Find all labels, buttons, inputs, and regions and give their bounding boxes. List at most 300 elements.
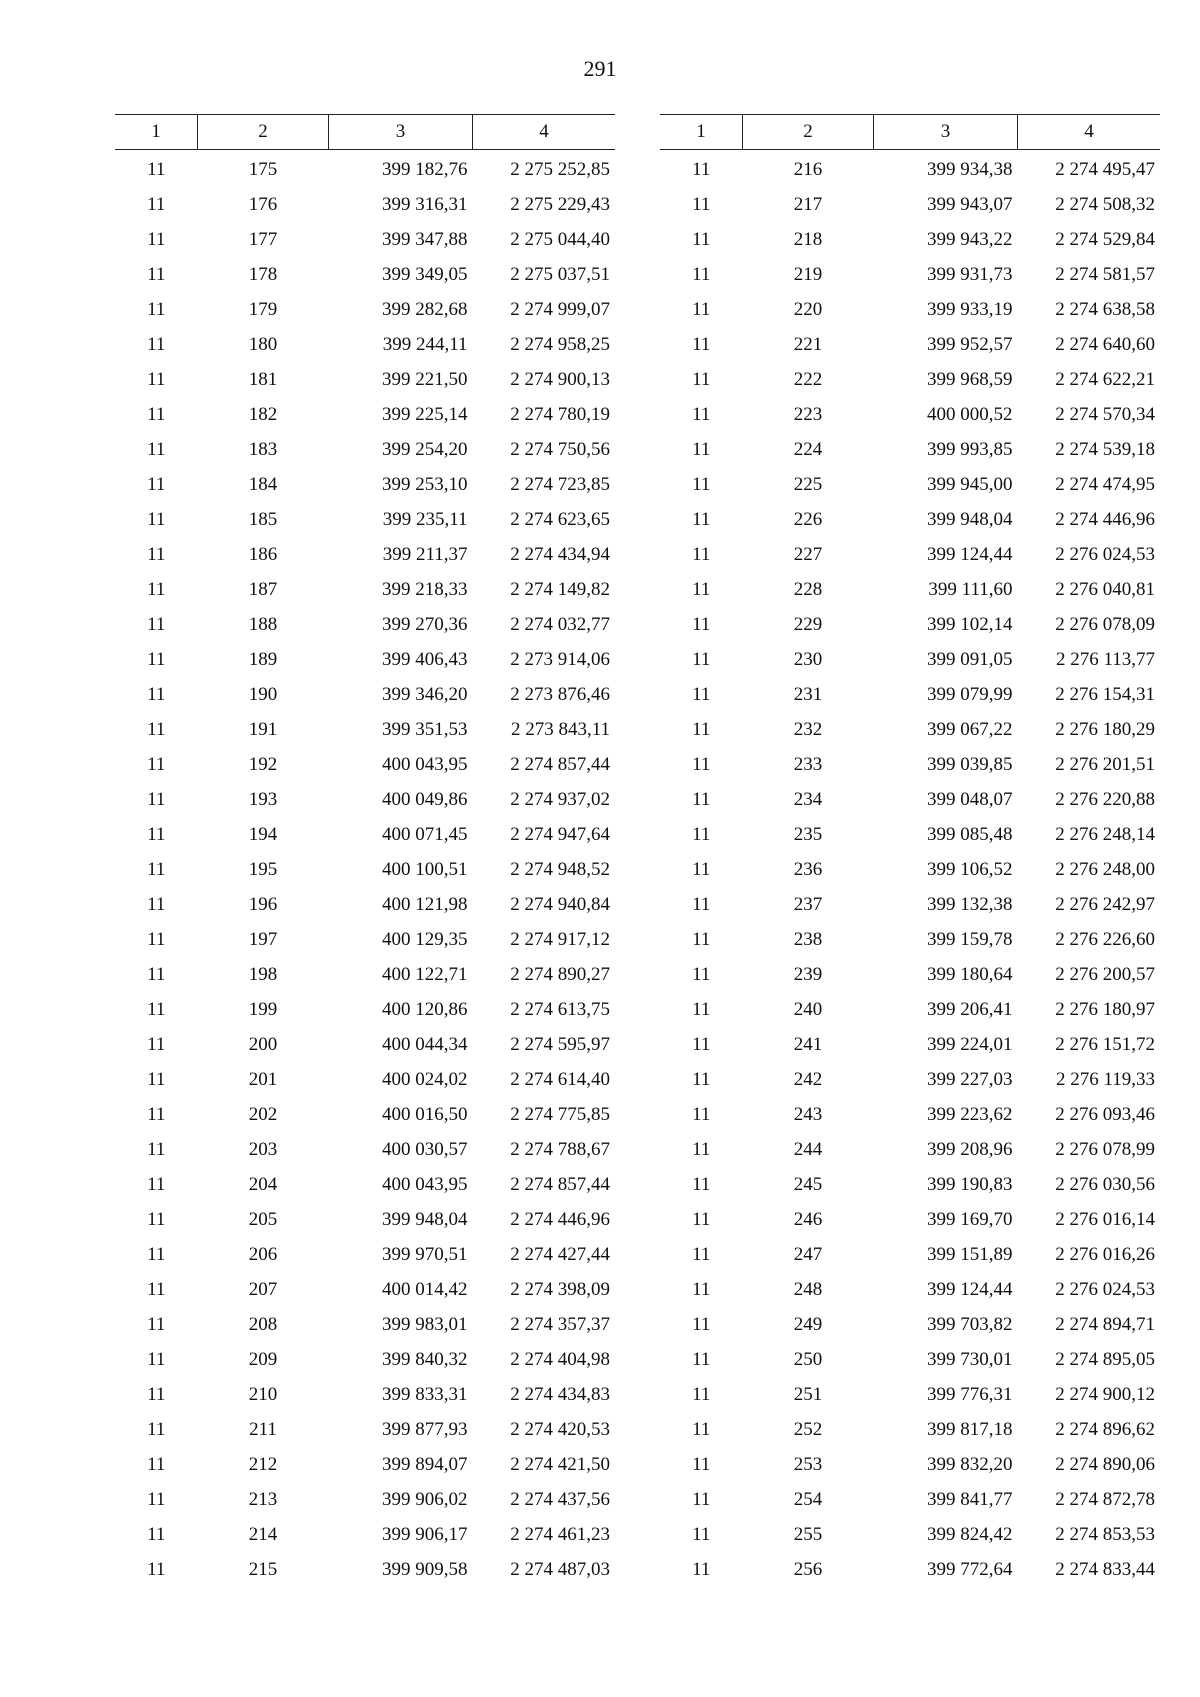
zone-cell: 11 bbox=[147, 298, 166, 320]
x-coordinate-cell: 399 909,58 bbox=[382, 1558, 468, 1580]
x-coordinate-cell: 399 703,82 bbox=[927, 1313, 1013, 1335]
x-coordinate-cell: 399 351,53 bbox=[382, 718, 468, 740]
table-row bbox=[660, 677, 1160, 712]
column-header-4: 4 bbox=[473, 115, 616, 150]
y-coordinate-cell: 2 276 113,77 bbox=[1055, 648, 1155, 670]
point-number-cell: 230 bbox=[793, 648, 823, 670]
x-coordinate-cell: 399 208,96 bbox=[927, 1138, 1013, 1160]
y-coordinate-cell: 2 276 242,97 bbox=[1055, 893, 1155, 915]
y-coordinate-cell: 2 276 248,00 bbox=[1055, 858, 1155, 880]
table-row bbox=[115, 327, 615, 362]
point-number-cell: 202 bbox=[248, 1103, 278, 1125]
zone-cell: 11 bbox=[692, 228, 711, 250]
x-coordinate-cell: 399 223,62 bbox=[927, 1103, 1013, 1125]
zone-cell: 11 bbox=[147, 1558, 166, 1580]
y-coordinate-cell: 2 274 474,95 bbox=[1055, 473, 1155, 495]
table-row bbox=[115, 362, 615, 397]
point-number-cell: 178 bbox=[248, 263, 278, 285]
table-row bbox=[115, 1027, 615, 1062]
x-coordinate-cell: 399 085,48 bbox=[927, 823, 1013, 845]
zone-cell: 11 bbox=[147, 683, 166, 705]
zone-cell: 11 bbox=[692, 1033, 711, 1055]
y-coordinate-cell: 2 276 078,99 bbox=[1055, 1138, 1155, 1160]
table-row bbox=[115, 537, 615, 572]
zone-cell: 11 bbox=[147, 1208, 166, 1230]
x-coordinate-cell: 399 124,44 bbox=[927, 543, 1013, 565]
zone-cell: 11 bbox=[147, 438, 166, 460]
x-coordinate-cell: 399 983,01 bbox=[382, 1313, 468, 1335]
x-coordinate-cell: 399 224,01 bbox=[927, 1033, 1013, 1055]
y-coordinate-cell: 2 276 154,31 bbox=[1055, 683, 1155, 705]
x-coordinate-cell: 399 111,60 bbox=[928, 578, 1013, 600]
y-coordinate-cell: 2 274 495,47 bbox=[1055, 158, 1155, 180]
y-coordinate-cell: 2 274 750,56 bbox=[510, 438, 610, 460]
zone-cell: 11 bbox=[692, 893, 711, 915]
y-coordinate-cell: 2 274 149,82 bbox=[510, 578, 610, 600]
point-number-cell: 240 bbox=[793, 998, 823, 1020]
zone-cell: 11 bbox=[147, 963, 166, 985]
y-coordinate-cell: 2 276 180,97 bbox=[1055, 998, 1155, 1020]
point-number-cell: 246 bbox=[793, 1208, 823, 1230]
x-coordinate-cell: 399 877,93 bbox=[382, 1418, 468, 1440]
zone-cell: 11 bbox=[147, 263, 166, 285]
y-coordinate-cell: 2 274 895,05 bbox=[1055, 1348, 1155, 1370]
table-row bbox=[660, 1062, 1160, 1097]
table-row bbox=[660, 432, 1160, 467]
x-coordinate-cell: 399 817,18 bbox=[927, 1418, 1013, 1440]
point-number-cell: 252 bbox=[793, 1418, 823, 1440]
point-number-cell: 238 bbox=[793, 928, 823, 950]
point-number-cell: 219 bbox=[793, 263, 823, 285]
table-row bbox=[660, 150, 1160, 188]
point-number-cell: 231 bbox=[793, 683, 823, 705]
zone-cell: 11 bbox=[147, 1103, 166, 1125]
y-coordinate-cell: 2 274 614,40 bbox=[510, 1068, 610, 1090]
y-coordinate-cell: 2 276 226,60 bbox=[1055, 928, 1155, 950]
table-row bbox=[660, 817, 1160, 852]
table-row bbox=[115, 1132, 615, 1167]
zone-cell: 11 bbox=[692, 1313, 711, 1335]
table-row bbox=[115, 817, 615, 852]
x-coordinate-cell: 399 106,52 bbox=[927, 858, 1013, 880]
x-coordinate-cell: 399 346,20 bbox=[382, 683, 468, 705]
point-number-cell: 197 bbox=[248, 928, 278, 950]
zone-cell: 11 bbox=[692, 368, 711, 390]
zone-cell: 11 bbox=[147, 613, 166, 635]
y-coordinate-cell: 2 274 446,96 bbox=[510, 1208, 610, 1230]
y-coordinate-cell: 2 276 180,29 bbox=[1055, 718, 1155, 740]
point-number-cell: 228 bbox=[793, 578, 823, 600]
point-number-cell: 225 bbox=[793, 473, 823, 495]
y-coordinate-cell: 2 274 357,37 bbox=[510, 1313, 610, 1335]
table-row bbox=[115, 1097, 615, 1132]
zone-cell: 11 bbox=[692, 683, 711, 705]
zone-cell: 11 bbox=[692, 543, 711, 565]
x-coordinate-cell: 400 043,95 bbox=[382, 753, 468, 775]
zone-cell: 11 bbox=[147, 753, 166, 775]
point-number-cell: 250 bbox=[793, 1348, 823, 1370]
point-number-cell: 249 bbox=[793, 1313, 823, 1335]
y-coordinate-cell: 2 274 529,84 bbox=[1055, 228, 1155, 250]
x-coordinate-cell: 399 182,76 bbox=[382, 158, 468, 180]
column-header-2: 2 bbox=[743, 115, 874, 150]
zone-cell: 11 bbox=[692, 648, 711, 670]
zone-cell: 11 bbox=[147, 893, 166, 915]
point-number-cell: 234 bbox=[793, 788, 823, 810]
column-header-4: 4 bbox=[1018, 115, 1161, 150]
x-coordinate-cell: 399 832,20 bbox=[927, 1453, 1013, 1475]
zone-cell: 11 bbox=[147, 333, 166, 355]
x-coordinate-cell: 399 841,77 bbox=[927, 1488, 1013, 1510]
zone-cell: 11 bbox=[692, 578, 711, 600]
point-number-cell: 175 bbox=[248, 158, 278, 180]
y-coordinate-cell: 2 274 780,19 bbox=[510, 403, 610, 425]
zone-cell: 11 bbox=[147, 1488, 166, 1510]
y-coordinate-cell: 2 275 229,43 bbox=[510, 193, 610, 215]
x-coordinate-cell: 400 122,71 bbox=[382, 963, 468, 985]
table-row bbox=[115, 712, 615, 747]
x-coordinate-cell: 399 993,85 bbox=[927, 438, 1013, 460]
y-coordinate-cell: 2 274 613,75 bbox=[510, 998, 610, 1020]
point-number-cell: 180 bbox=[248, 333, 278, 355]
table-row bbox=[660, 572, 1160, 607]
x-coordinate-cell: 399 833,31 bbox=[382, 1383, 468, 1405]
zone-cell: 11 bbox=[147, 193, 166, 215]
table-row bbox=[660, 362, 1160, 397]
y-coordinate-cell: 2 274 788,67 bbox=[510, 1138, 610, 1160]
table-row bbox=[115, 1342, 615, 1377]
y-coordinate-cell: 2 276 119,33 bbox=[1055, 1068, 1155, 1090]
zone-cell: 11 bbox=[147, 1453, 166, 1475]
zone-cell: 11 bbox=[147, 718, 166, 740]
x-coordinate-cell: 399 253,10 bbox=[382, 473, 468, 495]
y-coordinate-cell: 2 274 461,23 bbox=[510, 1523, 610, 1545]
table-row bbox=[660, 922, 1160, 957]
x-coordinate-cell: 399 943,07 bbox=[927, 193, 1013, 215]
point-number-cell: 204 bbox=[248, 1173, 278, 1195]
zone-cell: 11 bbox=[147, 1138, 166, 1160]
zone-cell: 11 bbox=[147, 1418, 166, 1440]
point-number-cell: 188 bbox=[248, 613, 278, 635]
zone-cell: 11 bbox=[147, 998, 166, 1020]
table-body-right bbox=[660, 150, 1160, 1588]
x-coordinate-cell: 399 225,14 bbox=[382, 403, 468, 425]
x-coordinate-cell: 399 906,02 bbox=[382, 1488, 468, 1510]
table-row bbox=[660, 1167, 1160, 1202]
table-row bbox=[660, 257, 1160, 292]
x-coordinate-cell: 399 934,38 bbox=[927, 158, 1013, 180]
x-coordinate-cell: 399 270,36 bbox=[382, 613, 468, 635]
x-coordinate-cell: 399 079,99 bbox=[927, 683, 1013, 705]
y-coordinate-cell: 2 276 016,26 bbox=[1055, 1243, 1155, 1265]
y-coordinate-cell: 2 276 248,14 bbox=[1055, 823, 1155, 845]
table-row bbox=[115, 1377, 615, 1412]
x-coordinate-cell: 400 044,34 bbox=[382, 1033, 468, 1055]
zone-cell: 11 bbox=[147, 648, 166, 670]
table-row bbox=[115, 397, 615, 432]
zone-cell: 11 bbox=[692, 1068, 711, 1090]
x-coordinate-cell: 399 132,38 bbox=[927, 893, 1013, 915]
x-coordinate-cell: 400 120,86 bbox=[382, 998, 468, 1020]
table-row bbox=[115, 1447, 615, 1482]
y-coordinate-cell: 2 273 914,06 bbox=[510, 648, 610, 670]
column-header-3: 3 bbox=[329, 115, 473, 150]
y-coordinate-cell: 2 274 917,12 bbox=[510, 928, 610, 950]
point-number-cell: 199 bbox=[248, 998, 278, 1020]
y-coordinate-cell: 2 274 623,65 bbox=[510, 508, 610, 530]
table-row bbox=[115, 1202, 615, 1237]
table-row bbox=[115, 1307, 615, 1342]
table-row bbox=[660, 712, 1160, 747]
x-coordinate-cell: 399 772,64 bbox=[927, 1558, 1013, 1580]
x-coordinate-cell: 399 091,05 bbox=[927, 648, 1013, 670]
point-number-cell: 232 bbox=[793, 718, 823, 740]
table-row bbox=[115, 1517, 615, 1552]
zone-cell: 11 bbox=[692, 158, 711, 180]
table-row bbox=[660, 1552, 1160, 1587]
x-coordinate-cell: 400 024,02 bbox=[382, 1068, 468, 1090]
point-number-cell: 184 bbox=[248, 473, 278, 495]
point-number-cell: 207 bbox=[248, 1278, 278, 1300]
zone-cell: 11 bbox=[692, 1523, 711, 1545]
x-coordinate-cell: 399 048,07 bbox=[927, 788, 1013, 810]
y-coordinate-cell: 2 274 638,58 bbox=[1055, 298, 1155, 320]
table-row bbox=[660, 502, 1160, 537]
column-header-2: 2 bbox=[198, 115, 329, 150]
zone-cell: 11 bbox=[692, 403, 711, 425]
point-number-cell: 179 bbox=[248, 298, 278, 320]
x-coordinate-cell: 399 970,51 bbox=[382, 1243, 468, 1265]
table-body-left bbox=[115, 150, 615, 1588]
table-row bbox=[660, 957, 1160, 992]
table-row bbox=[660, 1307, 1160, 1342]
y-coordinate-cell: 2 274 940,84 bbox=[510, 893, 610, 915]
x-coordinate-cell: 399 933,19 bbox=[927, 298, 1013, 320]
y-coordinate-cell: 2 274 398,09 bbox=[510, 1278, 610, 1300]
table-row bbox=[115, 432, 615, 467]
x-coordinate-cell: 399 102,14 bbox=[927, 613, 1013, 635]
x-coordinate-cell: 399 840,32 bbox=[382, 1348, 468, 1370]
x-coordinate-cell: 399 124,44 bbox=[927, 1278, 1013, 1300]
table-row bbox=[660, 1097, 1160, 1132]
point-number-cell: 248 bbox=[793, 1278, 823, 1300]
x-coordinate-cell: 399 039,85 bbox=[927, 753, 1013, 775]
point-number-cell: 241 bbox=[793, 1033, 823, 1055]
table-header-row bbox=[660, 115, 1160, 150]
x-coordinate-cell: 400 000,52 bbox=[927, 403, 1013, 425]
point-number-cell: 222 bbox=[793, 368, 823, 390]
x-coordinate-cell: 399 211,37 bbox=[382, 543, 468, 565]
point-number-cell: 195 bbox=[248, 858, 278, 880]
zone-cell: 11 bbox=[692, 1488, 711, 1510]
zone-cell: 11 bbox=[692, 508, 711, 530]
y-coordinate-cell: 2 274 890,06 bbox=[1055, 1453, 1155, 1475]
zone-cell: 11 bbox=[692, 963, 711, 985]
x-coordinate-cell: 399 943,22 bbox=[927, 228, 1013, 250]
point-number-cell: 200 bbox=[248, 1033, 278, 1055]
point-number-cell: 256 bbox=[793, 1558, 823, 1580]
y-coordinate-cell: 2 274 947,64 bbox=[510, 823, 610, 845]
table-row bbox=[115, 467, 615, 502]
y-coordinate-cell: 2 274 890,27 bbox=[510, 963, 610, 985]
x-coordinate-cell: 399 945,00 bbox=[927, 473, 1013, 495]
point-number-cell: 253 bbox=[793, 1453, 823, 1475]
coordinates-table-left bbox=[115, 114, 615, 1587]
zone-cell: 11 bbox=[692, 1138, 711, 1160]
zone-cell: 11 bbox=[147, 1278, 166, 1300]
x-coordinate-cell: 400 043,95 bbox=[382, 1173, 468, 1195]
table-row bbox=[660, 1482, 1160, 1517]
x-coordinate-cell: 399 218,33 bbox=[382, 578, 468, 600]
x-coordinate-cell: 399 824,42 bbox=[927, 1523, 1013, 1545]
y-coordinate-cell: 2 276 016,14 bbox=[1055, 1208, 1155, 1230]
table-row bbox=[660, 1202, 1160, 1237]
y-coordinate-cell: 2 274 622,21 bbox=[1055, 368, 1155, 390]
x-coordinate-cell: 399 349,05 bbox=[382, 263, 468, 285]
zone-cell: 11 bbox=[147, 473, 166, 495]
point-number-cell: 221 bbox=[793, 333, 823, 355]
zone-cell: 11 bbox=[692, 788, 711, 810]
zone-cell: 11 bbox=[147, 1033, 166, 1055]
x-coordinate-cell: 399 244,11 bbox=[382, 333, 468, 355]
point-number-cell: 242 bbox=[793, 1068, 823, 1090]
point-number-cell: 215 bbox=[248, 1558, 278, 1580]
x-coordinate-cell: 399 968,59 bbox=[927, 368, 1013, 390]
zone-cell: 11 bbox=[692, 858, 711, 880]
table-row bbox=[115, 1272, 615, 1307]
table-row bbox=[660, 642, 1160, 677]
page-number: 291 bbox=[583, 56, 617, 81]
table-row bbox=[660, 467, 1160, 502]
table-row bbox=[660, 992, 1160, 1027]
y-coordinate-cell: 2 274 948,52 bbox=[510, 858, 610, 880]
zone-cell: 11 bbox=[147, 543, 166, 565]
table-row bbox=[660, 1377, 1160, 1412]
x-coordinate-cell: 400 129,35 bbox=[382, 928, 468, 950]
point-number-cell: 187 bbox=[248, 578, 278, 600]
zone-cell: 11 bbox=[692, 613, 711, 635]
zone-cell: 11 bbox=[147, 788, 166, 810]
x-coordinate-cell: 399 151,89 bbox=[927, 1243, 1013, 1265]
y-coordinate-cell: 2 274 595,97 bbox=[510, 1033, 610, 1055]
table-row bbox=[660, 187, 1160, 222]
x-coordinate-cell: 399 206,41 bbox=[927, 998, 1013, 1020]
zone-cell: 11 bbox=[692, 928, 711, 950]
zone-cell: 11 bbox=[692, 333, 711, 355]
zone-cell: 11 bbox=[692, 1103, 711, 1125]
x-coordinate-cell: 399 347,88 bbox=[382, 228, 468, 250]
point-number-cell: 251 bbox=[793, 1383, 823, 1405]
point-number-cell: 210 bbox=[248, 1383, 278, 1405]
y-coordinate-cell: 2 274 420,53 bbox=[510, 1418, 610, 1440]
point-number-cell: 255 bbox=[793, 1523, 823, 1545]
y-coordinate-cell: 2 274 434,83 bbox=[510, 1383, 610, 1405]
zone-cell: 11 bbox=[147, 1348, 166, 1370]
x-coordinate-cell: 400 014,42 bbox=[382, 1278, 468, 1300]
point-number-cell: 247 bbox=[793, 1243, 823, 1265]
point-number-cell: 208 bbox=[248, 1313, 278, 1335]
table-row bbox=[660, 1027, 1160, 1062]
point-number-cell: 235 bbox=[793, 823, 823, 845]
point-number-cell: 224 bbox=[793, 438, 823, 460]
table-row bbox=[660, 1272, 1160, 1307]
point-number-cell: 233 bbox=[793, 753, 823, 775]
table-row bbox=[115, 642, 615, 677]
point-number-cell: 209 bbox=[248, 1348, 278, 1370]
x-coordinate-cell: 399 931,73 bbox=[927, 263, 1013, 285]
table-row bbox=[115, 957, 615, 992]
y-coordinate-cell: 2 274 900,12 bbox=[1055, 1383, 1155, 1405]
point-number-cell: 214 bbox=[248, 1523, 278, 1545]
x-coordinate-cell: 399 180,64 bbox=[927, 963, 1013, 985]
table-row bbox=[660, 1412, 1160, 1447]
point-number-cell: 201 bbox=[248, 1068, 278, 1090]
point-number-cell: 223 bbox=[793, 403, 823, 425]
point-number-cell: 217 bbox=[793, 193, 823, 215]
point-number-cell: 182 bbox=[248, 403, 278, 425]
table-row bbox=[660, 327, 1160, 362]
table-row bbox=[660, 607, 1160, 642]
x-coordinate-cell: 399 894,07 bbox=[382, 1453, 468, 1475]
y-coordinate-cell: 2 274 958,25 bbox=[510, 333, 610, 355]
x-coordinate-cell: 399 776,31 bbox=[927, 1383, 1013, 1405]
table-row bbox=[660, 1342, 1160, 1377]
zone-cell: 11 bbox=[147, 1173, 166, 1195]
table-row bbox=[660, 1132, 1160, 1167]
column-header-1: 1 bbox=[115, 115, 198, 150]
x-coordinate-cell: 399 235,11 bbox=[382, 508, 468, 530]
y-coordinate-cell: 2 274 900,13 bbox=[510, 368, 610, 390]
y-coordinate-cell: 2 276 024,53 bbox=[1055, 1278, 1155, 1300]
y-coordinate-cell: 2 274 446,96 bbox=[1055, 508, 1155, 530]
zone-cell: 11 bbox=[147, 928, 166, 950]
y-coordinate-cell: 2 274 570,34 bbox=[1055, 403, 1155, 425]
point-number-cell: 203 bbox=[248, 1138, 278, 1160]
y-coordinate-cell: 2 276 093,46 bbox=[1055, 1103, 1155, 1125]
y-coordinate-cell: 2 276 220,88 bbox=[1055, 788, 1155, 810]
y-coordinate-cell: 2 276 200,57 bbox=[1055, 963, 1155, 985]
y-coordinate-cell: 2 274 999,07 bbox=[510, 298, 610, 320]
x-coordinate-cell: 399 227,03 bbox=[927, 1068, 1013, 1090]
table-row bbox=[115, 887, 615, 922]
y-coordinate-cell: 2 274 487,03 bbox=[510, 1558, 610, 1580]
point-number-cell: 192 bbox=[248, 753, 278, 775]
x-coordinate-cell: 399 948,04 bbox=[382, 1208, 468, 1230]
zone-cell: 11 bbox=[147, 1068, 166, 1090]
zone-cell: 11 bbox=[692, 298, 711, 320]
y-coordinate-cell: 2 276 201,51 bbox=[1055, 753, 1155, 775]
y-coordinate-cell: 2 274 857,44 bbox=[510, 1173, 610, 1195]
x-coordinate-cell: 399 906,17 bbox=[382, 1523, 468, 1545]
zone-cell: 11 bbox=[692, 1383, 711, 1405]
y-coordinate-cell: 2 274 032,77 bbox=[510, 613, 610, 635]
point-number-cell: 194 bbox=[248, 823, 278, 845]
x-coordinate-cell: 399 406,43 bbox=[382, 648, 468, 670]
y-coordinate-cell: 2 276 024,53 bbox=[1055, 543, 1155, 565]
point-number-cell: 212 bbox=[248, 1453, 278, 1475]
zone-cell: 11 bbox=[147, 508, 166, 530]
table-row bbox=[660, 887, 1160, 922]
table-row bbox=[115, 257, 615, 292]
zone-cell: 11 bbox=[692, 1558, 711, 1580]
y-coordinate-cell: 2 276 040,81 bbox=[1055, 578, 1155, 600]
y-coordinate-cell: 2 274 539,18 bbox=[1055, 438, 1155, 460]
table-header-row bbox=[115, 115, 615, 150]
y-coordinate-cell: 2 275 252,85 bbox=[510, 158, 610, 180]
column-header-1: 1 bbox=[660, 115, 743, 150]
y-coordinate-cell: 2 274 427,44 bbox=[510, 1243, 610, 1265]
table-row bbox=[115, 292, 615, 327]
